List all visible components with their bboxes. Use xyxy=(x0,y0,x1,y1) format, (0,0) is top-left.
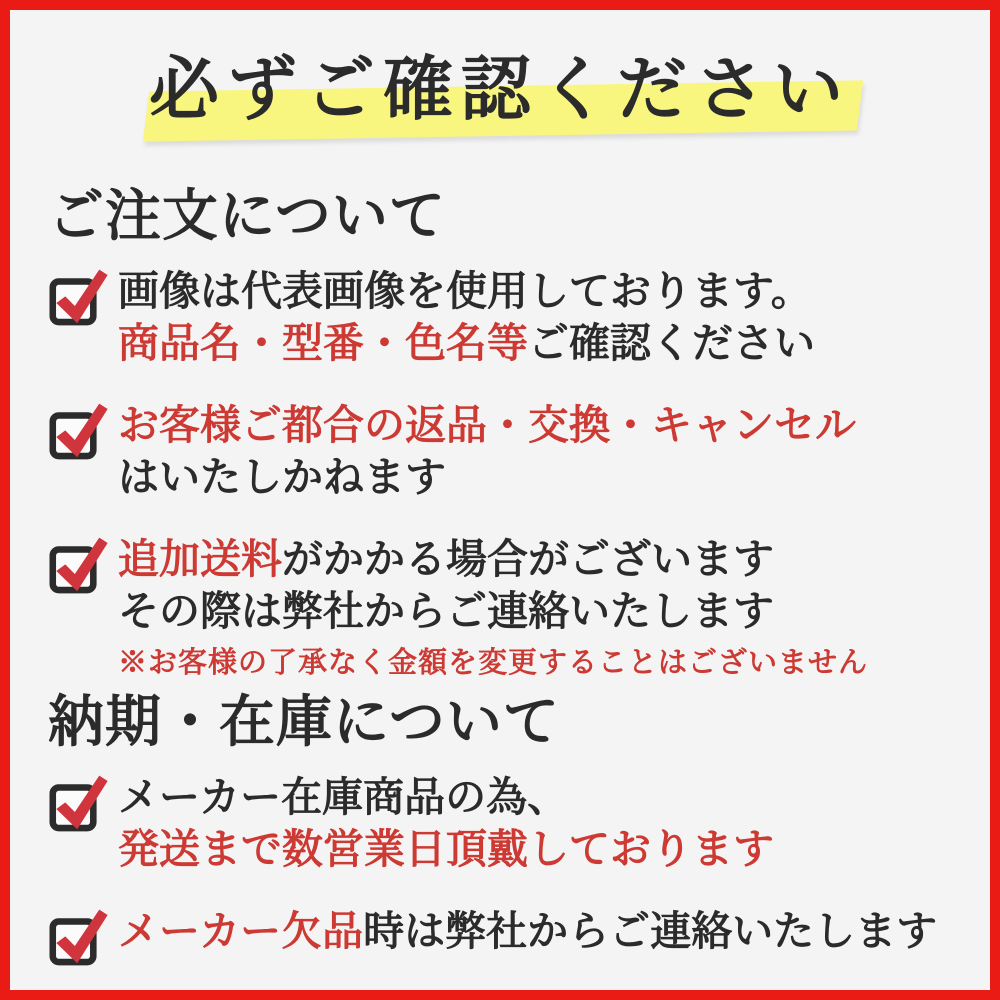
checked-checkbox-icon xyxy=(48,265,110,329)
item-line xyxy=(118,265,815,317)
checklist-item xyxy=(48,265,960,369)
checked-checkbox-icon xyxy=(48,771,110,835)
sections-container xyxy=(40,188,960,969)
checklist-item xyxy=(48,399,960,503)
text-segment: 画像は代表画像を使用しております。 xyxy=(118,267,812,314)
text-segment: がかかる場合がございます xyxy=(282,535,774,582)
checklist-item xyxy=(48,905,960,969)
text-segment: ※お客様の了承なく金額を変更することはございません xyxy=(118,646,869,679)
text-segment: 商品名・型番・色名等 xyxy=(118,319,528,366)
item-note-line xyxy=(118,646,868,680)
text-segment: お客様ご都合の返品・交換・キャンセル xyxy=(118,401,856,448)
section-items xyxy=(40,265,960,680)
checked-checkbox-icon xyxy=(48,905,110,969)
item-line xyxy=(118,823,774,875)
section-items xyxy=(40,771,960,969)
checklist-item xyxy=(48,771,960,875)
notice-section xyxy=(40,188,960,680)
checked-checkbox-icon xyxy=(48,533,110,597)
section-heading: ご注文について xyxy=(48,186,446,248)
item-text xyxy=(118,533,868,680)
text-segment: 発送まで数営業日頂戴しております xyxy=(118,825,774,872)
item-line xyxy=(118,905,937,957)
notice-section xyxy=(40,691,960,969)
text-segment: メーカー在庫商品の為、 xyxy=(118,773,569,820)
item-text xyxy=(118,399,856,503)
item-text xyxy=(118,905,937,957)
item-line xyxy=(118,585,868,637)
item-line xyxy=(118,451,856,503)
page-title: 必ずご確認ください xyxy=(149,52,851,129)
item-line xyxy=(118,533,868,585)
text-segment: メーカー欠品 xyxy=(118,907,364,954)
item-line xyxy=(118,771,774,823)
item-text xyxy=(118,265,815,369)
checklist-item xyxy=(48,533,960,680)
item-line xyxy=(118,399,856,451)
text-segment: その際は弊社からご連絡いたします xyxy=(118,587,774,634)
text-segment: ご確認ください xyxy=(528,319,815,366)
item-text xyxy=(118,771,774,875)
text-segment: 時は弊社からご連絡いたします xyxy=(363,907,938,954)
item-line xyxy=(118,317,815,369)
title-block xyxy=(40,38,960,150)
checked-checkbox-icon xyxy=(48,399,110,463)
text-segment: はいたしかねます xyxy=(118,453,446,500)
text-segment: 追加送料 xyxy=(118,535,282,582)
section-heading: 納期・在庫について xyxy=(48,691,560,754)
